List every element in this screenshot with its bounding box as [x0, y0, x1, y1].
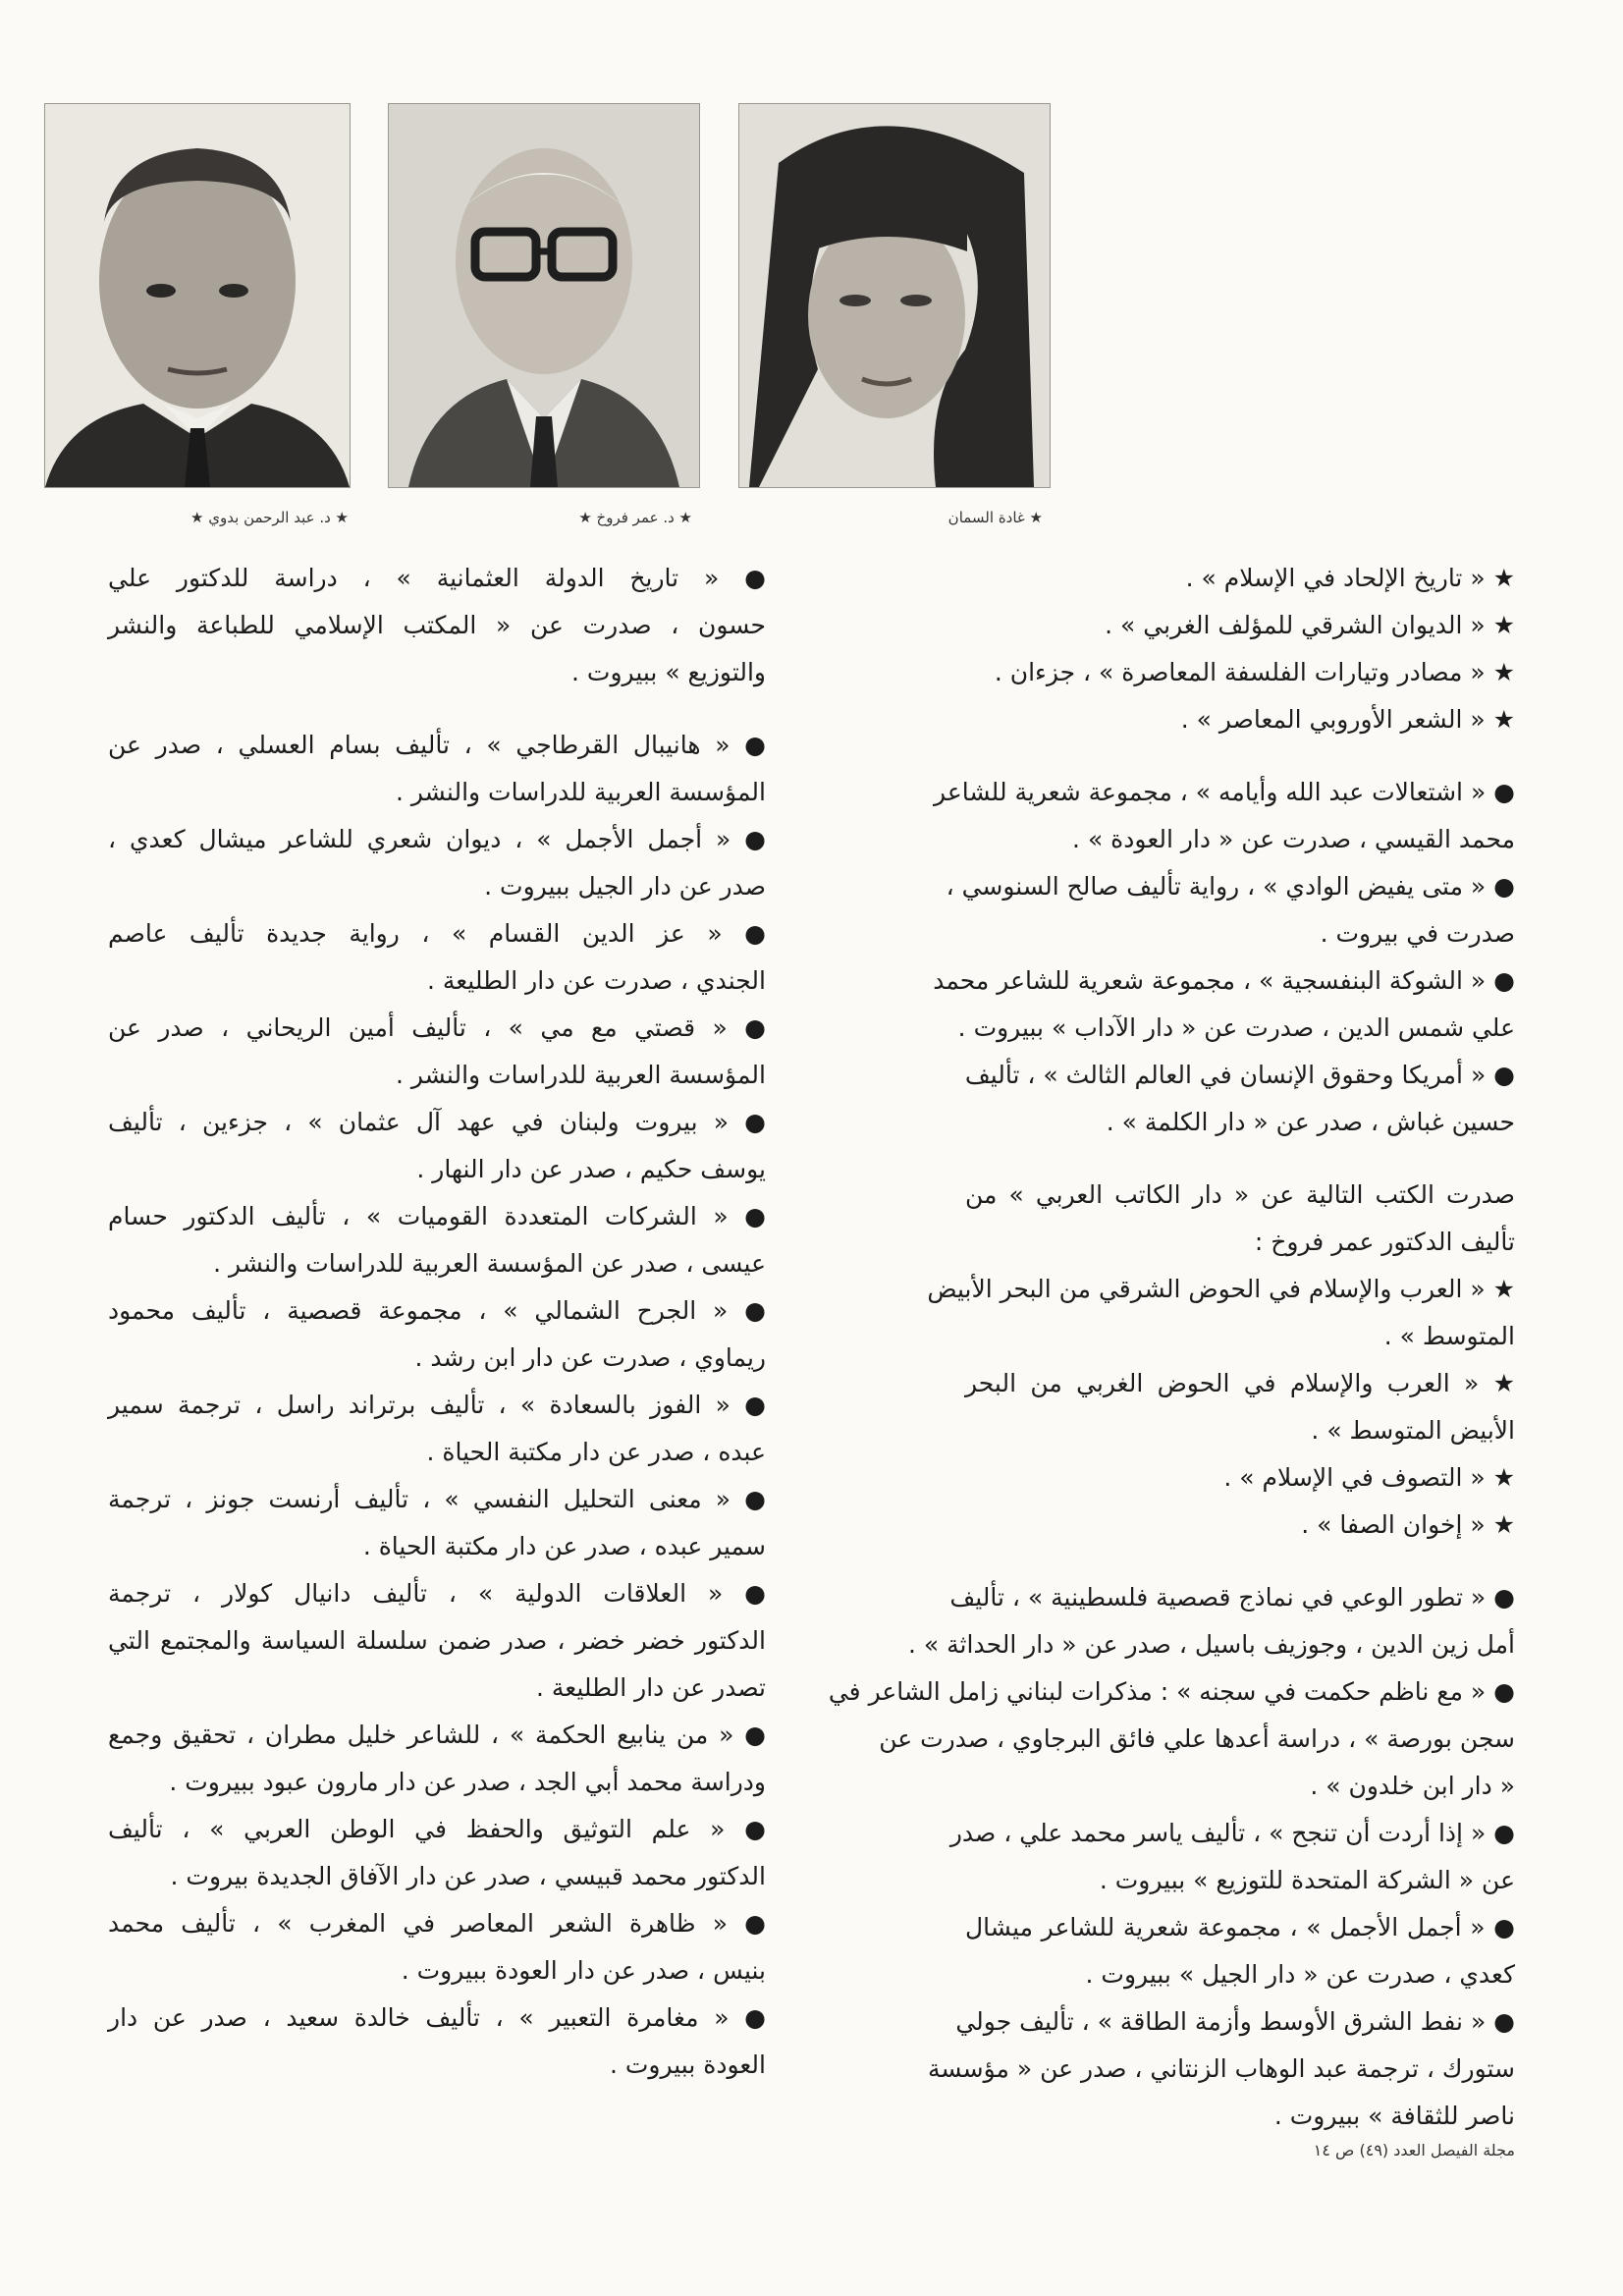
- entry-line: ★ « العرب والإسلام في الحوض الغربي من البحر: [965, 1369, 1515, 1397]
- entry-line: ● « إذا أردت أن تنجح » ، تأليف ياسر محمد علي ، صدر: [949, 1819, 1515, 1847]
- entry-line: ناصر للثقافة » ببيروت .: [1273, 2102, 1515, 2130]
- book-entry: [828, 1668, 1515, 1810]
- entry-line: ● « أمريكا وحقوق الإنسان في العالم الثالث » ، تأليف: [964, 1061, 1515, 1089]
- entry-line: ● « الجرح الشمالي » ، مجموعة قصصية ، تأليف محمود: [108, 1296, 766, 1325]
- entry-line: ● « ظاهرة الشعر المعاصر في المغرب » ، تأليف محمد: [108, 1909, 766, 1938]
- entry-line: ستورك ، ترجمة عبد الوهاب الزنتاني ، صدر عن « مؤسسة: [927, 2054, 1515, 2083]
- entry-line: ● « عز الدين القسام » ، رواية جديدة تأليف عاصم: [108, 919, 766, 948]
- entry-line: عبده ، صدر عن دار مكتبة الحياة .: [426, 1438, 766, 1466]
- entry-line: والتوزيع » ببيروت .: [571, 658, 766, 686]
- entry-line: ● « من ينابيع الحكمة » ، للشاعر خليل مطران ، تحقيق وجمع: [108, 1721, 766, 1749]
- entry-line: ● « مع ناظم حكمت في سجنه » : مذكرات لبناني زامل الشاعر في: [828, 1677, 1515, 1706]
- entry-line: بنيس ، صدر عن دار العودة ببيروت .: [401, 1956, 766, 1985]
- book-entry: [108, 1287, 766, 1382]
- photo-abdel-rahman-badawi: [44, 103, 351, 488]
- entry-line: ودراسة محمد أبي الجد ، صدر عن دار مارون عبود ببيروت .: [169, 1768, 766, 1796]
- entry-line: ● « العلاقات الدولية » ، تأليف دانيال كولار ، ترجمة: [108, 1579, 766, 1608]
- entry-line: ★ « الديوان الشرقي للمؤلف الغربي » .: [1105, 611, 1515, 639]
- book-entry: [933, 957, 1515, 1052]
- entry-line: كعدي ، صدرت عن « دار الجيل » ببيروت .: [1085, 1960, 1515, 1989]
- entry-line: المتوسط » .: [1383, 1322, 1515, 1350]
- entry-line: المؤسسة العربية للدراسات والنشر .: [395, 1061, 766, 1089]
- entry-line: عيسى ، صدر عن المؤسسة العربية للدراسات والنشر .: [213, 1249, 766, 1278]
- book-entry: [965, 696, 1515, 743]
- entry-line: ● « نفط الشرق الأوسط وأزمة الطاقة » ، تأليف جولي: [955, 2007, 1515, 2036]
- entry-line: حسين غباش ، صدر عن « دار الكلمة » .: [1106, 1108, 1515, 1136]
- entry-line: تصدر عن دار الطليعة .: [535, 1673, 766, 1702]
- entry-line: صدر عن دار الجيل ببيروت .: [484, 872, 766, 901]
- book-entry: [927, 1266, 1515, 1360]
- book-entry: [108, 1005, 766, 1099]
- entry-line: ● « اشتعالات عبد الله وأيامه » ، مجموعة شعرية للشاعر: [934, 778, 1515, 806]
- book-entry: [949, 1810, 1515, 1904]
- book-entry: [965, 602, 1515, 649]
- entry-line: ريماوي ، صدرت عن دار ابن رشد .: [414, 1343, 766, 1372]
- entry-line: ★ « إخوان الصفا » .: [1301, 1510, 1515, 1539]
- book-entry: [908, 1574, 1515, 1668]
- entry-line: عن « الشركة المتحدة للتوزيع » ببيروت .: [1099, 1866, 1515, 1894]
- entry-line: صدرت في بيروت .: [1320, 919, 1515, 948]
- entry-line: المؤسسة العربية للدراسات والنشر .: [395, 778, 766, 806]
- entry-line: ● « تاريخ الدولة العثمانية » ، دراسة للدكتور علي: [108, 564, 766, 592]
- book-entry: [108, 1193, 766, 1287]
- book-entry: [965, 1052, 1515, 1146]
- entry-line: سمير عبده ، صدر عن دار مكتبة الحياة .: [362, 1532, 766, 1560]
- entry-line: أمل زين الدين ، وجوزيف باسيل ، صدر عن « دار الحداثة » .: [908, 1630, 1515, 1659]
- entry-line: ★ « التصوف في الإسلام » .: [1223, 1463, 1515, 1492]
- entry-line: ● « الشوكة البنفسجية » ، مجموعة شعرية للشاعر محمد: [933, 966, 1515, 995]
- book-entry: [108, 816, 766, 910]
- caption-ghada-samman: ★ غادة السمان: [947, 509, 1043, 526]
- entry-line: ● « هانيبال القرطاجي » ، تأليف بسام العسلي ، صدر عن: [108, 731, 766, 759]
- photo-omar-farroukh: [388, 103, 700, 488]
- entry-line: ★ « العرب والإسلام في الحوض الشرقي من البحر الأبيض: [927, 1275, 1515, 1303]
- entry-line: محمد القيسي ، صدرت عن « دار العودة » .: [1072, 825, 1515, 853]
- entry-line: صدرت الكتب التالية عن « دار الكاتب العربي » من: [965, 1180, 1515, 1209]
- entry-line: ★ « الشعر الأوروبي المعاصر » .: [1180, 705, 1515, 734]
- book-entry: [108, 1995, 766, 2089]
- book-entry: [108, 1900, 766, 1995]
- entry-line: حسون ، صدرت عن « المكتب الإسلامي للطباعة والنشر: [108, 611, 766, 639]
- book-entry: [965, 1454, 1515, 1502]
- entry-line: ● « الفوز بالسعادة » ، تأليف برتراند راسل ، ترجمة سمير: [108, 1391, 766, 1419]
- photo-ghada-samman: [738, 103, 1051, 488]
- right-column: [828, 555, 1515, 2140]
- entry-line: ● « الشركات المتعددة القوميات » ، تأليف الدكتور حسام: [108, 1202, 766, 1230]
- book-entry: [108, 1712, 766, 1806]
- book-entry: [965, 555, 1515, 602]
- entry-line: ★ « مصادر وتيارات الفلسفة المعاصرة » ، جزءان .: [994, 658, 1515, 686]
- entry-line: ● « قصتي مع مي » ، تأليف أمين الريحاني ، صدر عن: [108, 1013, 766, 1042]
- book-entry: [946, 863, 1515, 957]
- entry-line: الدكتور خضر خضر ، صدر ضمن سلسلة السياسة والمجتمع التي: [108, 1626, 766, 1655]
- entry-line: علي شمس الدين ، صدرت عن « دار الآداب » ببيروت .: [957, 1013, 1515, 1042]
- entry-line: الدكتور محمد قبيسي ، صدر عن دار الآفاق الجديدة بيروت .: [170, 1862, 766, 1890]
- entry-line: ● « مغامرة التعبير » ، تأليف خالدة سعيد ، صدر عن دار: [108, 2003, 766, 2032]
- page-footer: مجلة الفيصل العدد (٤٩) ص ١٤: [1313, 2141, 1515, 2159]
- entry-line: الجندي ، صدرت عن دار الطليعة .: [426, 966, 766, 995]
- book-entry: [108, 1476, 766, 1570]
- book-entry: [927, 1998, 1515, 2140]
- entry-line: ● « أجمل الأجمل » ، ديوان شعري للشاعر ميشال كعدي ،: [108, 825, 766, 853]
- book-entry: [965, 1904, 1515, 1998]
- entry-line: ● « علم التوثيق والحفظ في الوطن العربي » ، تأليف: [108, 1815, 766, 1843]
- book-entry: [934, 769, 1515, 863]
- entry-line: ★ « تاريخ الإلحاد في الإسلام » .: [1185, 564, 1515, 592]
- book-entry: [108, 1570, 766, 1712]
- entry-line: ● « أجمل الأجمل » ، مجموعة شعرية للشاعر ميشال: [965, 1913, 1515, 1941]
- left-column: [108, 555, 766, 2089]
- entry-line: تأليف الدكتور عمر فروخ :: [1254, 1228, 1515, 1256]
- book-entry: [108, 1806, 766, 1900]
- caption-abdel-rahman-badawi: ★ د. عبد الرحمن بدوي ★: [190, 509, 349, 526]
- entry-line: العودة ببيروت .: [609, 2050, 766, 2079]
- book-entry: [108, 910, 766, 1005]
- entry-line: ● « معنى التحليل النفسي » ، تأليف أرنست جونز ، ترجمة: [108, 1485, 766, 1513]
- entry-line: يوسف حكيم ، صدر عن دار النهار .: [416, 1155, 766, 1183]
- entry-line: « دار ابن خلدون » .: [1310, 1772, 1515, 1800]
- entry-line: الأبيض المتوسط » .: [1311, 1416, 1515, 1445]
- book-entry: [108, 555, 766, 696]
- entry-line: سجن بورصة » ، دراسة أعدها علي فائق البرجاوي ، صدرت عن: [879, 1724, 1515, 1753]
- book-entry: [965, 649, 1515, 696]
- caption-omar-farroukh: ★ د. عمر فروخ ★: [578, 509, 692, 526]
- book-entry: [965, 1502, 1515, 1549]
- book-entry: [108, 1099, 766, 1193]
- entry-line: ● « بيروت ولبنان في عهد آل عثمان » ، جزءين ، تأليف: [108, 1108, 766, 1136]
- book-entry: [108, 1382, 766, 1476]
- book-entry: [965, 1360, 1515, 1454]
- entry-line: ● « متى يفيض الوادي » ، رواية تأليف صالح السنوسي ،: [946, 872, 1515, 901]
- entry-line: ● « تطور الوعي في نماذج قصصية فلسطينية » ، تأليف: [949, 1583, 1515, 1612]
- book-entry: [108, 722, 766, 816]
- book-entry: [965, 1172, 1515, 1266]
